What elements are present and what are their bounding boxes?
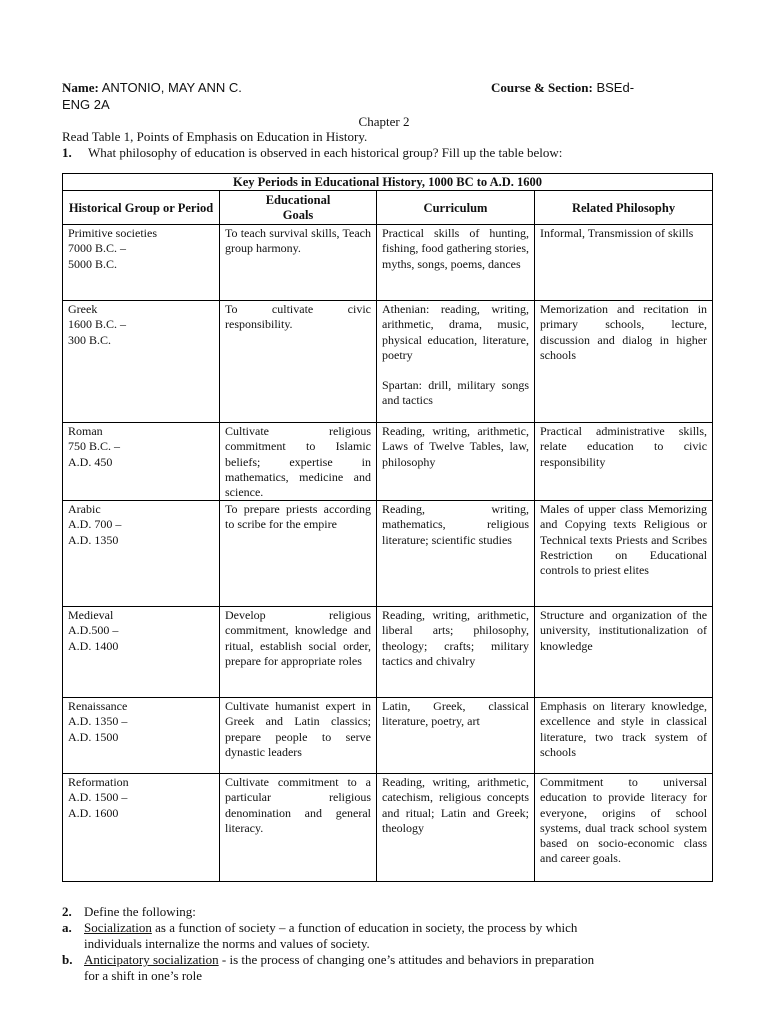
philosophy-cell: Structure and organization of the university, institutionalization of knowledge (535, 607, 713, 698)
column-header: Curriculum (377, 191, 535, 225)
curriculum-cell: Latin, Greek, classical literature, poetry, art (377, 698, 535, 774)
table-caption: Key Periods in Educational History, 1000 BC to A.D. 1600 (63, 174, 713, 191)
period-name: Roman (68, 424, 103, 439)
item-label: b. (62, 952, 73, 967)
question-1-number: 1. (62, 145, 72, 160)
philosophy-cell: Emphasis on literary knowledge, excellence and style in classical literature, two track system of schools (535, 698, 713, 774)
philosophy-cell: Males of upper class Memorizing and Copying texts Religious or Technical texts Priests and Scribes Restriction on Educational controls to priest elites (535, 501, 713, 607)
period-start: 1600 B.C. – (68, 317, 127, 332)
curriculum-cell: Reading, writing, mathematics, religious literature; scientific studies (377, 501, 535, 607)
table-row (63, 301, 713, 423)
period-name: Primitive societies (68, 226, 157, 241)
column-header: Historical Group or Period (63, 191, 220, 225)
definition: as a function of society – a function of education in society, the process by which (151, 920, 578, 935)
goals-cell: Cultivate commitment to a particular religious denomination and general literacy. (220, 774, 377, 882)
period-end: 5000 B.C. (68, 256, 118, 271)
period-cell (63, 774, 220, 882)
philosophy-cell: Informal, Transmission of skills (535, 225, 713, 301)
question-2 (62, 904, 712, 984)
period-cell (63, 301, 220, 423)
curriculum-cell (377, 301, 535, 423)
table-row (63, 698, 713, 774)
table-row (63, 607, 713, 698)
table-header-row (63, 191, 713, 225)
curriculum-cell: Reading, writing, arithmetic, liberal arts; philosophy, theology; crafts; military tactics and chivalry (377, 607, 535, 698)
goals-cell: Cultivate religious commitment to Islamic beliefs; expertise in mathematics, medicine and science. (220, 423, 377, 501)
curriculum-cell: Reading, writing, arithmetic, Laws of Twelve Tables, law, philosophy (377, 423, 535, 501)
philosophy-cell: Commitment to universal education to provide literacy for everyone, origins of school systems, dual track school system based on socio-economic class and career goals. (535, 774, 713, 882)
name-label: Name: (62, 80, 99, 95)
definition: - is the process of changing one’s attitudes and behaviors in preparation (218, 952, 595, 967)
course-value: BSEd- (596, 80, 635, 95)
item-label: a. (62, 920, 72, 935)
period-start: A.D.500 – (68, 623, 119, 638)
definition-continued: individuals internalize the norms and values of society. (84, 936, 370, 951)
course-label: Course & Section: (491, 80, 593, 95)
period-end: A.D. 1500 (68, 729, 119, 744)
name-value: ANTONIO, MAY ANN C. (101, 80, 242, 95)
period-end: A.D. 1600 (68, 805, 119, 820)
question-2-heading (62, 904, 712, 920)
term: Anticipatory socialization (84, 952, 219, 967)
period-end: 300 B.C. (68, 332, 112, 347)
goals-cell: To cultivate civic responsibility. (220, 301, 377, 423)
definition-item-a (62, 920, 712, 952)
definition-item-b (62, 952, 712, 984)
curriculum-spartan: Spartan: drill, military songs and tactics (382, 378, 529, 408)
student-name (62, 80, 242, 96)
period-name: Renaissance (68, 699, 128, 714)
definition-continued: for a shift in one’s role (84, 968, 203, 983)
column-header: Educational Goals (220, 191, 377, 225)
curriculum-cell: Practical skills of hunting, fishing, food gathering stories, myths, songs, poems, dances (377, 225, 535, 301)
period-cell (63, 225, 220, 301)
column-header: Related Philosophy (535, 191, 713, 225)
philosophy-cell: Practical administrative skills, relate education to civic responsibility (535, 423, 713, 501)
goals-cell: To prepare priests according to scribe for the empire (220, 501, 377, 607)
period-end: A.D. 1400 (68, 638, 119, 653)
table-row (63, 225, 713, 301)
period-name: Greek (68, 302, 98, 317)
question-1 (62, 145, 562, 161)
table-caption-row (63, 174, 713, 191)
curriculum-cell: Reading, writing, arithmetic, catechism, religious concepts and ritual; Latin and Greek; theology (377, 774, 535, 882)
period-cell (63, 501, 220, 607)
question-1-text: What philosophy of education is observed in each historical group? Fill up the table below: (88, 145, 563, 160)
period-name: Reformation (68, 775, 129, 790)
course-value-continued: ENG 2A (62, 97, 110, 112)
intro-text: Read Table 1, Points of Emphasis on Education in History. (62, 129, 368, 144)
education-history-table (62, 173, 713, 882)
table-row (63, 501, 713, 607)
philosophy-cell: Memorization and recitation in primary schools, lecture, discussion and dialog in higher schools (535, 301, 713, 423)
table-row (63, 774, 713, 882)
period-start: A.D. 700 – (68, 517, 122, 532)
goals-cell: Develop religious commitment, knowledge and ritual, establish social order, prepare for appropriate roles (220, 607, 377, 698)
goals-cell: To teach survival skills, Teach group harmony. (220, 225, 377, 301)
period-start: 7000 B.C. – (68, 241, 127, 256)
period-cell (63, 607, 220, 698)
chapter-title: Chapter 2 (358, 114, 410, 129)
period-end: A.D. 450 (68, 454, 113, 469)
period-end: A.D. 1350 (68, 532, 119, 547)
term: Socialization (84, 920, 152, 935)
curriculum-athenian: Athenian: reading, writing, arithmetic, drama, music, physical education, literature, poetry (382, 302, 529, 362)
question-2-text: Define the following: (84, 904, 196, 919)
period-start: A.D. 1350 – (68, 714, 128, 729)
question-2-number: 2. (62, 904, 72, 919)
period-start: 750 B.C. – (68, 439, 121, 454)
period-start: A.D. 1500 – (68, 790, 128, 805)
period-name: Arabic (68, 502, 101, 517)
period-name: Medieval (68, 608, 114, 623)
table-row (63, 423, 713, 501)
period-cell (63, 423, 220, 501)
course-section (491, 80, 634, 96)
goals-cell: Cultivate humanist expert in Greek and Latin classics; prepare people to serve dynastic leaders (220, 698, 377, 774)
period-cell (63, 698, 220, 774)
